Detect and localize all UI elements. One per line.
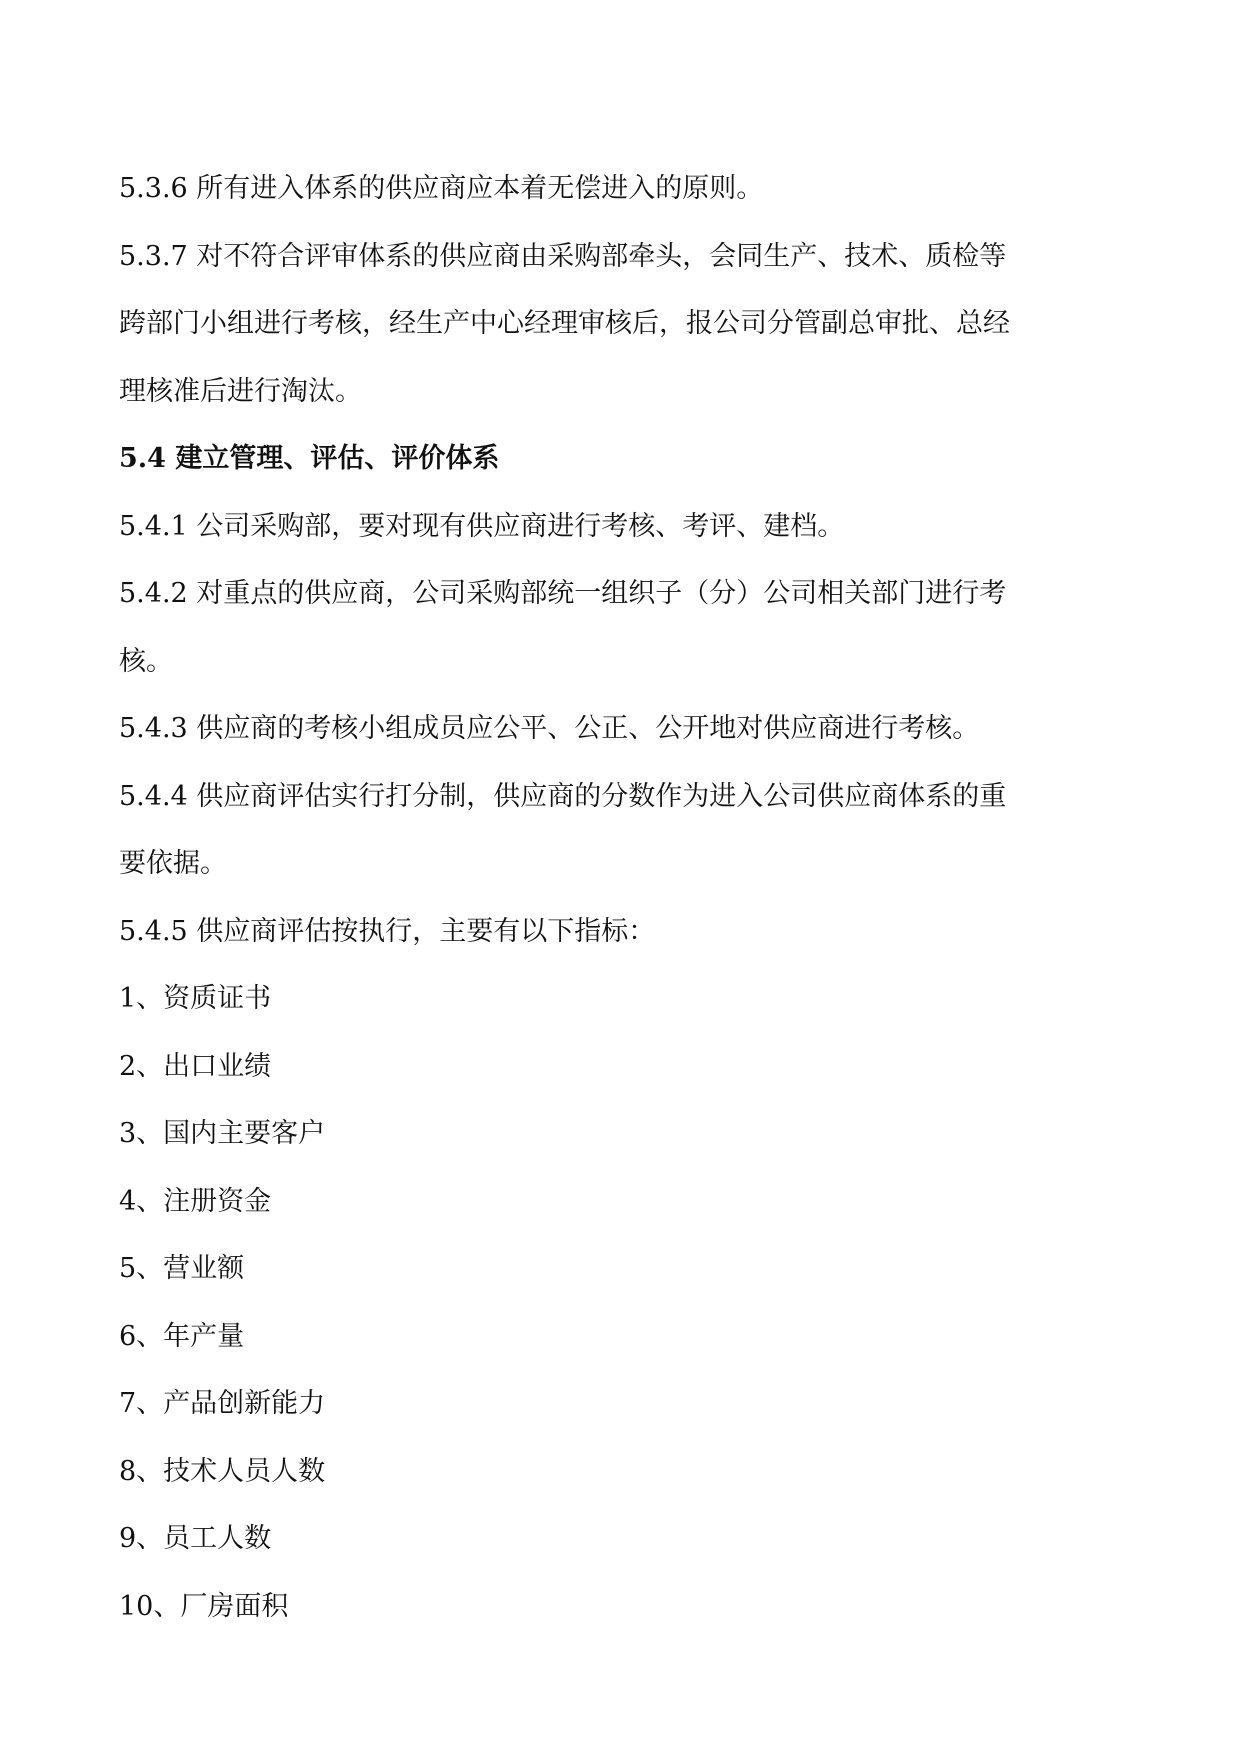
list-item-text: 2、出口业绩 <box>119 1050 272 1082</box>
heading-text: 5.4 建立管理、评估、评价体系 <box>119 443 500 474</box>
text-line: 理核准后进行淘汰。 <box>119 375 362 407</box>
clause-5-3-6 <box>119 155 1119 223</box>
list-item-text: 1、资质证书 <box>119 983 272 1014</box>
list-item <box>119 1438 1119 1506</box>
list-item <box>119 1235 1119 1303</box>
list-item-text: 8、技术人员人数 <box>119 1455 326 1487</box>
document-body <box>119 155 1119 1640</box>
list-item-text: 5、营业额 <box>119 1253 245 1284</box>
list-item <box>119 1168 1119 1236</box>
list-item-text: 7、产品创新能力 <box>119 1388 326 1419</box>
list-item <box>119 965 1119 1033</box>
list-item <box>119 1573 1119 1641</box>
text-line: 跨部门小组进行考核，经生产中心经理审核后，报公司分管副总审批、总经 <box>119 308 1010 339</box>
list-item-text: 4、注册资金 <box>119 1185 272 1217</box>
text-line: 要依据。 <box>119 848 227 879</box>
text-line: 5.4.5 供应商评估按执行，主要有以下指标： <box>119 915 656 947</box>
text-line: 5.3.7 对不符合评审体系的供应商由采购部牵头，会同生产、技术、质检等 <box>119 240 1007 272</box>
list-item <box>119 1303 1119 1371</box>
clause-5-4-4 <box>119 763 1119 898</box>
list-item-text: 10、厂房面积 <box>119 1590 289 1622</box>
list-item <box>119 1505 1119 1573</box>
list-item-text: 6、年产量 <box>119 1320 245 1352</box>
clause-5-3-7 <box>119 223 1119 426</box>
text-line: 5.4.4 供应商评估实行打分制，供应商的分数作为进入公司供应商体系的重 <box>119 780 1007 812</box>
list-item <box>119 1033 1119 1101</box>
clause-5-4-5 <box>119 898 1119 966</box>
text-line: 5.4.2 对重点的供应商，公司采购部统一组织子（分）公司相关部门进行考 <box>119 578 1007 609</box>
text-line: 5.3.6 所有进入体系的供应商应本着无偿进入的原则。 <box>119 173 764 204</box>
text-line: 核。 <box>119 645 173 677</box>
clause-5-4-3 <box>119 695 1119 763</box>
clause-5-4-1 <box>119 493 1119 561</box>
section-heading-5-4 <box>119 425 1119 493</box>
list-item-text: 9、员工人数 <box>119 1523 272 1554</box>
list-item-text: 3、国内主要客户 <box>119 1118 326 1149</box>
text-line: 5.4.1 公司采购部，要对现有供应商进行考核、考评、建档。 <box>119 510 845 542</box>
text-line: 5.4.3 供应商的考核小组成员应公平、公正、公开地对供应商进行考核。 <box>119 713 980 744</box>
clause-5-4-2 <box>119 560 1119 695</box>
list-item <box>119 1370 1119 1438</box>
list-item <box>119 1100 1119 1168</box>
